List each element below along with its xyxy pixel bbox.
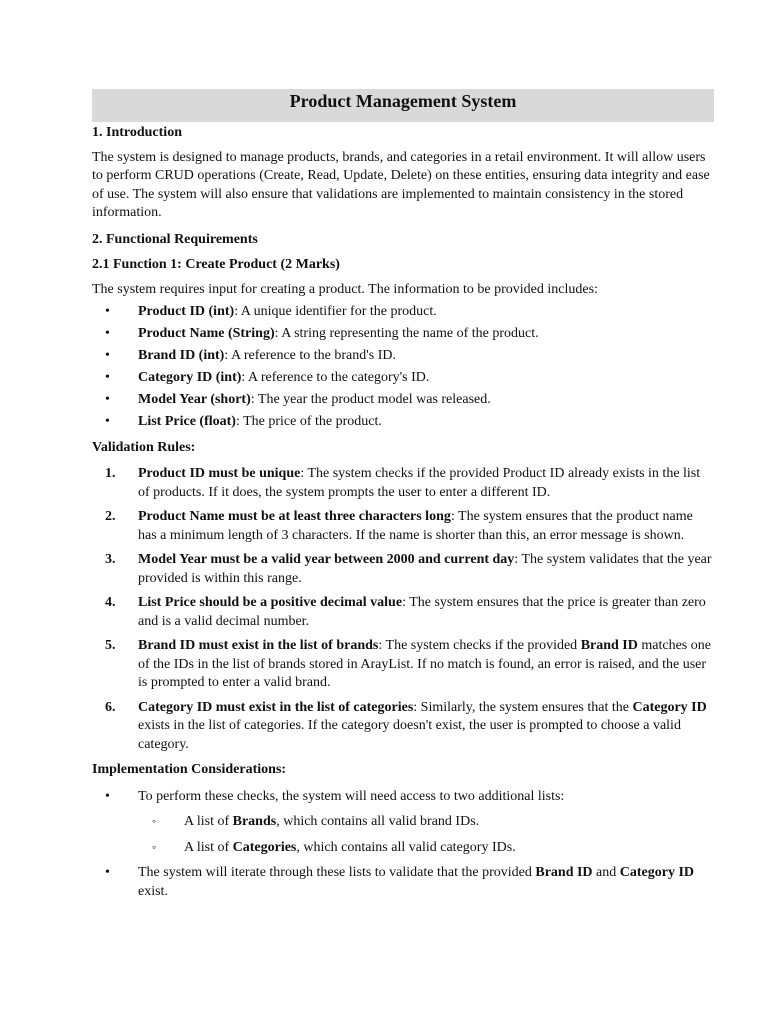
implementation-text: The system will iterate through these lists to validate that the provided — [138, 865, 536, 880]
rule-inline-bold: Category ID — [632, 699, 707, 715]
circle-bullet-icon: ◦ — [152, 814, 157, 828]
implementation-sub-list — [92, 813, 714, 857]
functional-heading: 2. Functional Requirements — [92, 231, 258, 247]
product-fields-list — [92, 303, 714, 432]
list-item — [92, 303, 714, 322]
rule-title: List Price should be a positive decimal value — [138, 595, 403, 610]
list-item — [92, 369, 714, 388]
bullet-icon: • — [105, 865, 110, 880]
document-content — [92, 89, 714, 901]
list-item — [92, 325, 714, 344]
field-name: Category ID (int) — [138, 370, 242, 385]
field-desc: : A unique identifier for the product. — [234, 304, 437, 319]
sub-text: , which contains all valid category IDs. — [296, 839, 516, 855]
rule-text: exists in the list of categories. If the category doesn't exist, the user is prompted to choose a valid category. — [138, 718, 681, 752]
rule-number: 3. — [105, 552, 116, 567]
validation-heading: Validation Rules: — [92, 439, 196, 455]
rule-title: Model Year must be a valid year between 2000 and current day — [138, 552, 515, 567]
field-desc: : A reference to the category's ID. — [241, 370, 430, 385]
document-title: Product Management System — [92, 89, 714, 122]
list-item — [92, 391, 714, 410]
rule-text: : The system validates that the year provided is within this range. — [138, 552, 712, 586]
rule-text: : The system ensures that the product name has a minimum length of 3 characters. If the name is shorter than this, an error message is shown. — [138, 509, 693, 543]
field-desc: : A reference to the brand's ID. — [224, 348, 396, 363]
implementation-text: exist. — [138, 883, 168, 899]
rule-text: : The system checks if the provided — [378, 638, 581, 653]
bullet-icon: • — [105, 392, 110, 407]
implementation-text: and — [592, 865, 620, 880]
rule-number: 5. — [105, 638, 116, 653]
sub-text: A list of — [184, 814, 233, 829]
field-name: Product ID (int) — [138, 304, 235, 319]
rule-text: : The system checks if the provided Product ID already exists in the list of products. If it does, the system prompts the user to enter a different ID. — [138, 466, 701, 500]
rule-title: Brand ID must exist in the list of brands — [138, 638, 379, 653]
sub-text: A list of — [184, 839, 233, 855]
sub-text: , which contains all valid brand IDs. — [276, 814, 480, 829]
rule-number: 4. — [105, 595, 116, 610]
sub-bold: Brands — [232, 814, 277, 829]
implementation-heading: Implementation Considerations: — [92, 762, 287, 777]
bullet-icon: • — [105, 326, 110, 341]
list-item — [92, 788, 714, 807]
rule-inline-bold: Brand ID — [580, 638, 638, 653]
list-item — [92, 413, 714, 432]
sub-bold: Categories — [232, 839, 297, 855]
list-item — [92, 594, 714, 631]
list-item — [92, 551, 714, 588]
rule-number: 1. — [105, 466, 116, 481]
circle-bullet-icon: ◦ — [152, 839, 157, 854]
intro-heading: 1. Introduction — [92, 125, 182, 140]
field-desc: : The year the product model was released. — [250, 392, 491, 407]
bullet-icon: • — [105, 414, 110, 429]
list-item — [92, 465, 714, 502]
list-item — [92, 813, 714, 832]
rule-title: Product ID must be unique — [138, 466, 301, 481]
field-desc: : The price of the product. — [235, 414, 382, 429]
field-name: Model Year (short) — [138, 392, 251, 407]
implementation-text: To perform these checks, the system will need access to two additional lists: — [138, 788, 565, 804]
rule-title: Category ID must exist in the list of categories — [138, 699, 414, 715]
field-name: Product Name (String) — [138, 326, 275, 341]
rule-number: 6. — [105, 699, 116, 715]
rule-text: matches one of the IDs in the list of brands stored in ArayList. If no match is found, an error is raised, and the user is prompted to enter a valid brand. — [138, 638, 711, 690]
implementation-list-2 — [92, 864, 714, 901]
rule-text: : The system ensures that the price is greater than zero and is a valid decimal number. — [138, 595, 706, 629]
list-item — [92, 839, 714, 858]
implementation-bold: Brand ID — [535, 865, 593, 880]
field-name: List Price (float) — [138, 414, 236, 429]
function-1-lead: The system requires input for creating a product. The information to be provided includes: — [92, 281, 598, 297]
list-item — [92, 637, 714, 693]
bullet-icon: • — [105, 788, 110, 804]
field-desc: : A string representing the name of the product. — [274, 326, 539, 341]
list-item — [92, 347, 714, 366]
bullet-icon: • — [105, 348, 110, 363]
validation-rules-list — [92, 465, 714, 754]
rule-title: Product Name must be at least three characters long — [138, 509, 451, 524]
rule-number: 2. — [105, 509, 116, 524]
list-item — [92, 699, 714, 755]
list-item — [92, 864, 714, 901]
implementation-list — [92, 788, 714, 807]
bullet-icon: • — [105, 370, 110, 385]
field-name: Brand ID (int) — [138, 348, 225, 363]
implementation-bold: Category ID — [619, 865, 695, 880]
bullet-icon: • — [105, 304, 110, 319]
rule-text: : Similarly, the system ensures that the — [413, 699, 633, 715]
function-1-heading: 2.1 Function 1: Create Product (2 Marks) — [92, 257, 340, 272]
intro-paragraph: The system is designed to manage products, brands, and categories in a retail environment. It will allow users to perform CRUD operations (Create, Read, Update, Delete) on these entities, ensuring data integrity and ease of use. The system will also ensure that validations are implemented to maintain consistency in the stored information. — [92, 149, 710, 220]
list-item — [92, 508, 714, 545]
